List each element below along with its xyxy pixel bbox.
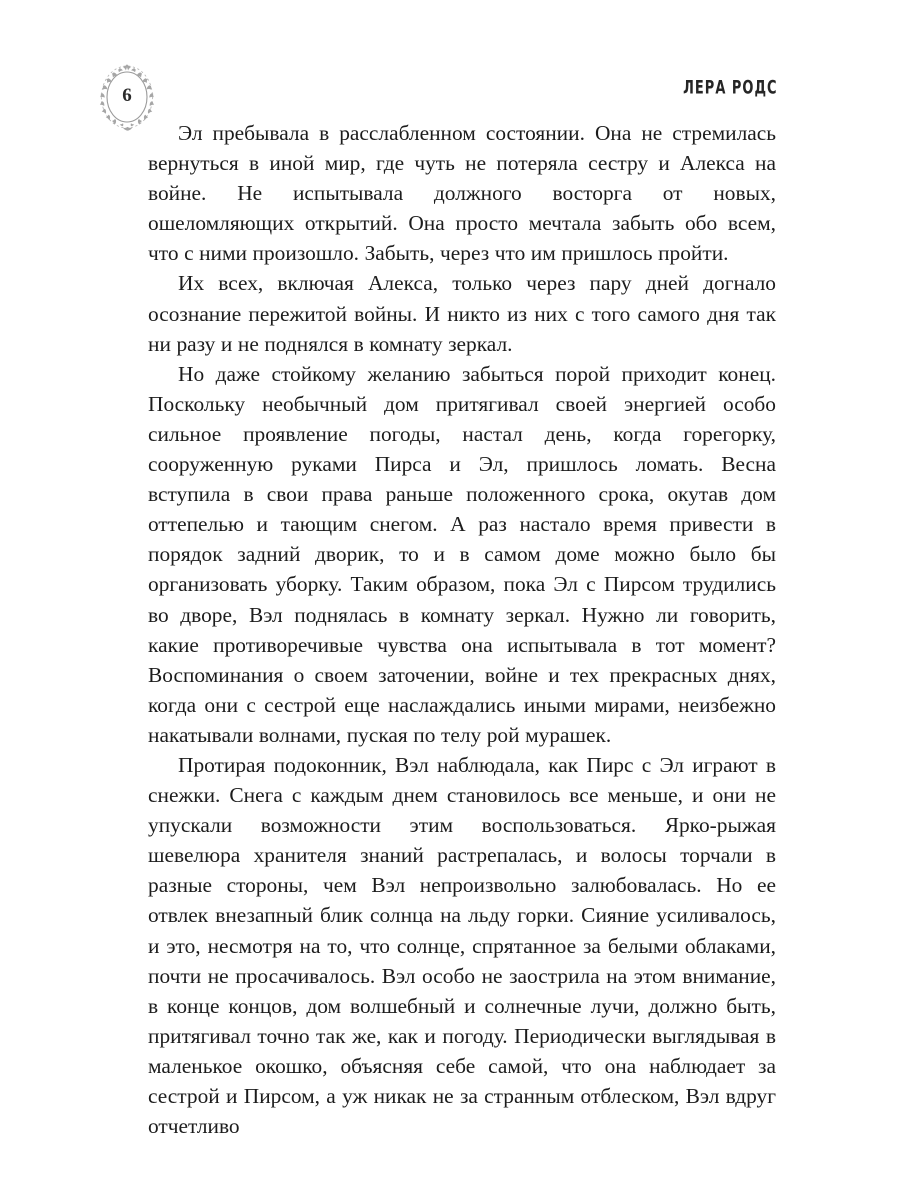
body-text	[148, 118, 776, 1141]
page-number: 6	[122, 85, 132, 106]
author-name: ЛЕРА РОДС	[683, 76, 778, 98]
paragraph: Эл пребывала в расслабленном состоянии. Она не стремилась вернуться в иной мир, где чуть не потеряла сестру и Алекса на войне. Не испытывала должного восторга от новых, ошеломляющих открытий. Она просто мечтала забыть обо всем, что с ними произошло. Забыть, через что им пришлось пройти.	[148, 121, 776, 266]
paragraph: Их всех, включая Алекса, только через пару дней догнало осознание пережитой войны. И никто из них с того самого дня так ни разу и не поднялся в комнату зеркал.	[148, 271, 776, 356]
paragraph: Протирая подоконник, Вэл наблюдала, как Пирс с Эл играют в снежки. Снега с каждым днем становилось все меньше, и они не упускали возможности этим воспользоваться. Ярко-рыжая шевелюра хранителя знаний растрепалась, и волосы торчали в разные стороны, чем Вэл непроизвольно залюбовалась. Но ее отвлек внезапный блик солнца на льду горки. Сияние усиливалось, и это, несмотря на то, что солнце, спрятанное за белыми облаками, почти не просачивалось. Вэл особо не заострила на этом внимание, в конце концов, дом волшебный и солнечные лучи, должно быть, притягивал точно так же, как и погоду. Периодически выглядывая в маленькое окошко, объясняя себе самой, что она наблюдает за сестрой и Пирсом, а уж никак не за странным отблеском, Вэл вдруг отчетливо	[148, 752, 776, 1139]
paragraph: Но даже стойкому желанию забыться порой приходит конец. Поскольку необычный дом притягивал своей энергией особо сильное проявление погоды, настал день, когда горегорку, сооруженную руками Пирса и Эл, пришлось ломать. Весна вступила в свои права раньше положенного срока, окутав дом оттепелью и тающим снегом. А раз настало время привести в порядок задний дворик, то и в самом доме можно было бы организовать уборку. Таким образом, пока Эл с Пирсом трудились во дворе, Вэл поднялась в комнату зеркал. Нужно ли говорить, какие противоречивые чувства она испытывала в тот момент? Воспоминания о своем заточении, войне и тех прекрасных днях, когда они с сестрой еще наслаждались иными мирами, неизбежно накатывали волнами, пуская по телу рой мурашек.	[148, 361, 776, 747]
